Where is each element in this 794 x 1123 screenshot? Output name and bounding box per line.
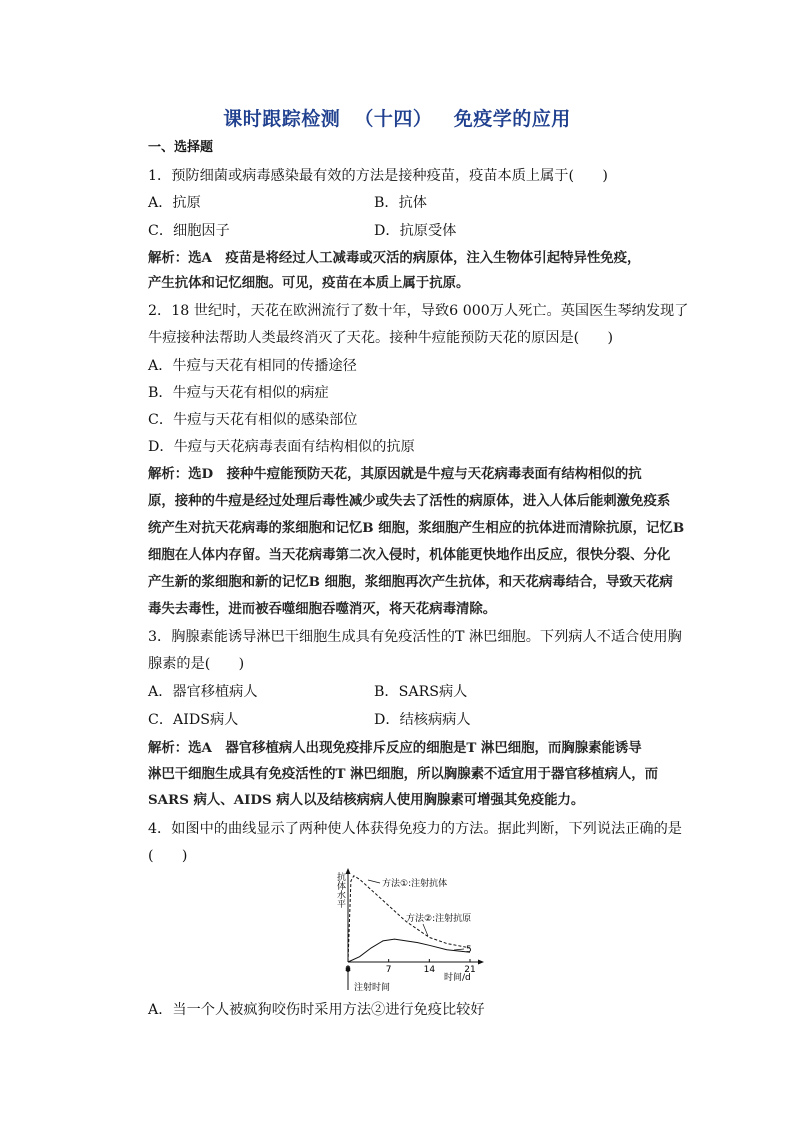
q2-analysis-line: 毒失去毒性，进而被吞噬细胞吞噬消灭，将天花病毒清除。 — [148, 601, 497, 617]
q1-option-a[interactable]: A．抗原 — [148, 195, 201, 211]
q2-analysis-line: 统产生对抗天花病毒的浆细胞和记忆B 细胞，浆细胞产生相应的抗体进而清除抗原，记忆B — [148, 520, 685, 536]
x-tick-label: 14 — [423, 965, 436, 975]
y-axis-label: 抗体水平 — [335, 872, 345, 908]
q3-analysis-line: 解析：选A 器官移植病人出现免疫排斥反应的细胞是T 淋巴细胞，而胸腺素能诱导 — [148, 740, 642, 756]
q2-option-d[interactable]: D．牛痘与天花病毒表面有结构相似的抗原 — [148, 439, 415, 455]
y-axis-arrow — [346, 868, 351, 874]
q3-analysis-line: SARS 病人、AIDS 病人以及结核病病人使用胸腺素可增强其免疫能力。 — [148, 792, 585, 808]
section-heading: 一、选择题 — [148, 140, 214, 155]
q2-stem-line: 牛痘接种法帮助人类最终消灭了天花。接种牛痘能预防天花的原因是( ) — [148, 330, 614, 346]
q2-option-a[interactable]: A．牛痘与天花有相同的传播途径 — [148, 358, 357, 374]
q1-stem: 1．预防细菌或病毒感染最有效的方法是接种疫苗，疫苗本质上属于( ) — [148, 168, 608, 184]
x-tick-label: 21 — [464, 965, 476, 975]
q4-option-a[interactable]: A．当一个人被疯狗咬伤时采用方法②进行免疫比较好 — [148, 1002, 485, 1018]
q3-option-d[interactable]: D．结核病病人 — [374, 712, 471, 728]
x-tick-label: 7 — [385, 965, 392, 975]
q1-analysis-line: 产生抗体和记忆细胞。可见，疫苗在本质上属于抗原。 — [148, 275, 470, 291]
q2-analysis-line: 细胞在人体内存留。当天花病毒第二次入侵时，机体能更快地作出反应，很快分裂、分化 — [148, 547, 671, 563]
q2-analysis-line: 产生新的浆细胞和新的记忆B 细胞，浆细胞再次产生抗体，和天花病毒结合，导致天花病 — [148, 574, 673, 590]
legend-method2-leader — [423, 924, 428, 936]
antibody-chart — [318, 866, 498, 994]
q1-analysis-line: 解析：选A 疫苗是将经过人工减毒或灭活的病原体，注入生物体引起特异性免疫， — [148, 250, 641, 266]
legend-method1-leader — [368, 880, 380, 883]
q4-stem-line: 4．如图中的曲线显示了两种使人体获得免疫力的方法。据此判断，下列说法正确的是 — [148, 821, 682, 837]
q2-stem-line: 2．18 世纪时，天花在欧洲流行了数十年，导致6 000万人死亡。英国医生琴纳发现了 — [148, 303, 689, 319]
legend-method1: 方法①:注射抗体 — [382, 879, 448, 889]
x-axis-label: 时间/d — [444, 973, 471, 983]
q1-option-d[interactable]: D．抗原受体 — [374, 223, 457, 239]
series-method2-line — [348, 939, 470, 962]
q3-stem-line: 3．胸腺素能诱导淋巴干细胞生成具有免疫活性的T 淋巴细胞。下列病人不适合使用胸 — [148, 629, 682, 645]
series-end-label: 5 — [466, 945, 472, 955]
q3-analysis-line: 淋巴干细胞生成具有免疫活性的T 淋巴细胞，所以胸腺素不适宜用于器官移植病人，而 — [148, 766, 659, 782]
q1-option-b[interactable]: B．抗体 — [374, 195, 427, 211]
q4-stem-line: ( ) — [148, 848, 188, 864]
q2-option-c[interactable]: C．牛痘与天花有相似的感染部位 — [148, 412, 358, 428]
q3-option-b[interactable]: B．SARS病人 — [374, 684, 468, 700]
q2-analysis-line: 解析：选D 接种牛痘能预防天花，其原因就是牛痘与天花病毒表面有结构相似的抗 — [148, 466, 642, 482]
q1-option-c[interactable]: C．细胞因子 — [148, 223, 230, 239]
x-axis-arrow — [478, 960, 484, 965]
q3-option-a[interactable]: A．器官移植病人 — [148, 684, 258, 700]
q3-stem-line: 腺素的是( ) — [148, 656, 245, 672]
page-title: 课时跟踪检测 （十四） 免疫学的应用 — [223, 108, 571, 130]
series-end-leader — [454, 949, 464, 950]
injection-label: 注射时间 — [354, 983, 391, 993]
q2-option-b[interactable]: B．牛痘与天花有相似的病症 — [148, 385, 329, 401]
q3-option-c[interactable]: C．AIDS病人 — [148, 712, 239, 728]
q2-analysis-line: 原，接种的牛痘是经过处理后毒性减少或失去了活性的病原体，进入人体后能刺激免疫系 — [148, 493, 671, 509]
legend-method2: 方法②:注射抗原 — [406, 914, 472, 924]
